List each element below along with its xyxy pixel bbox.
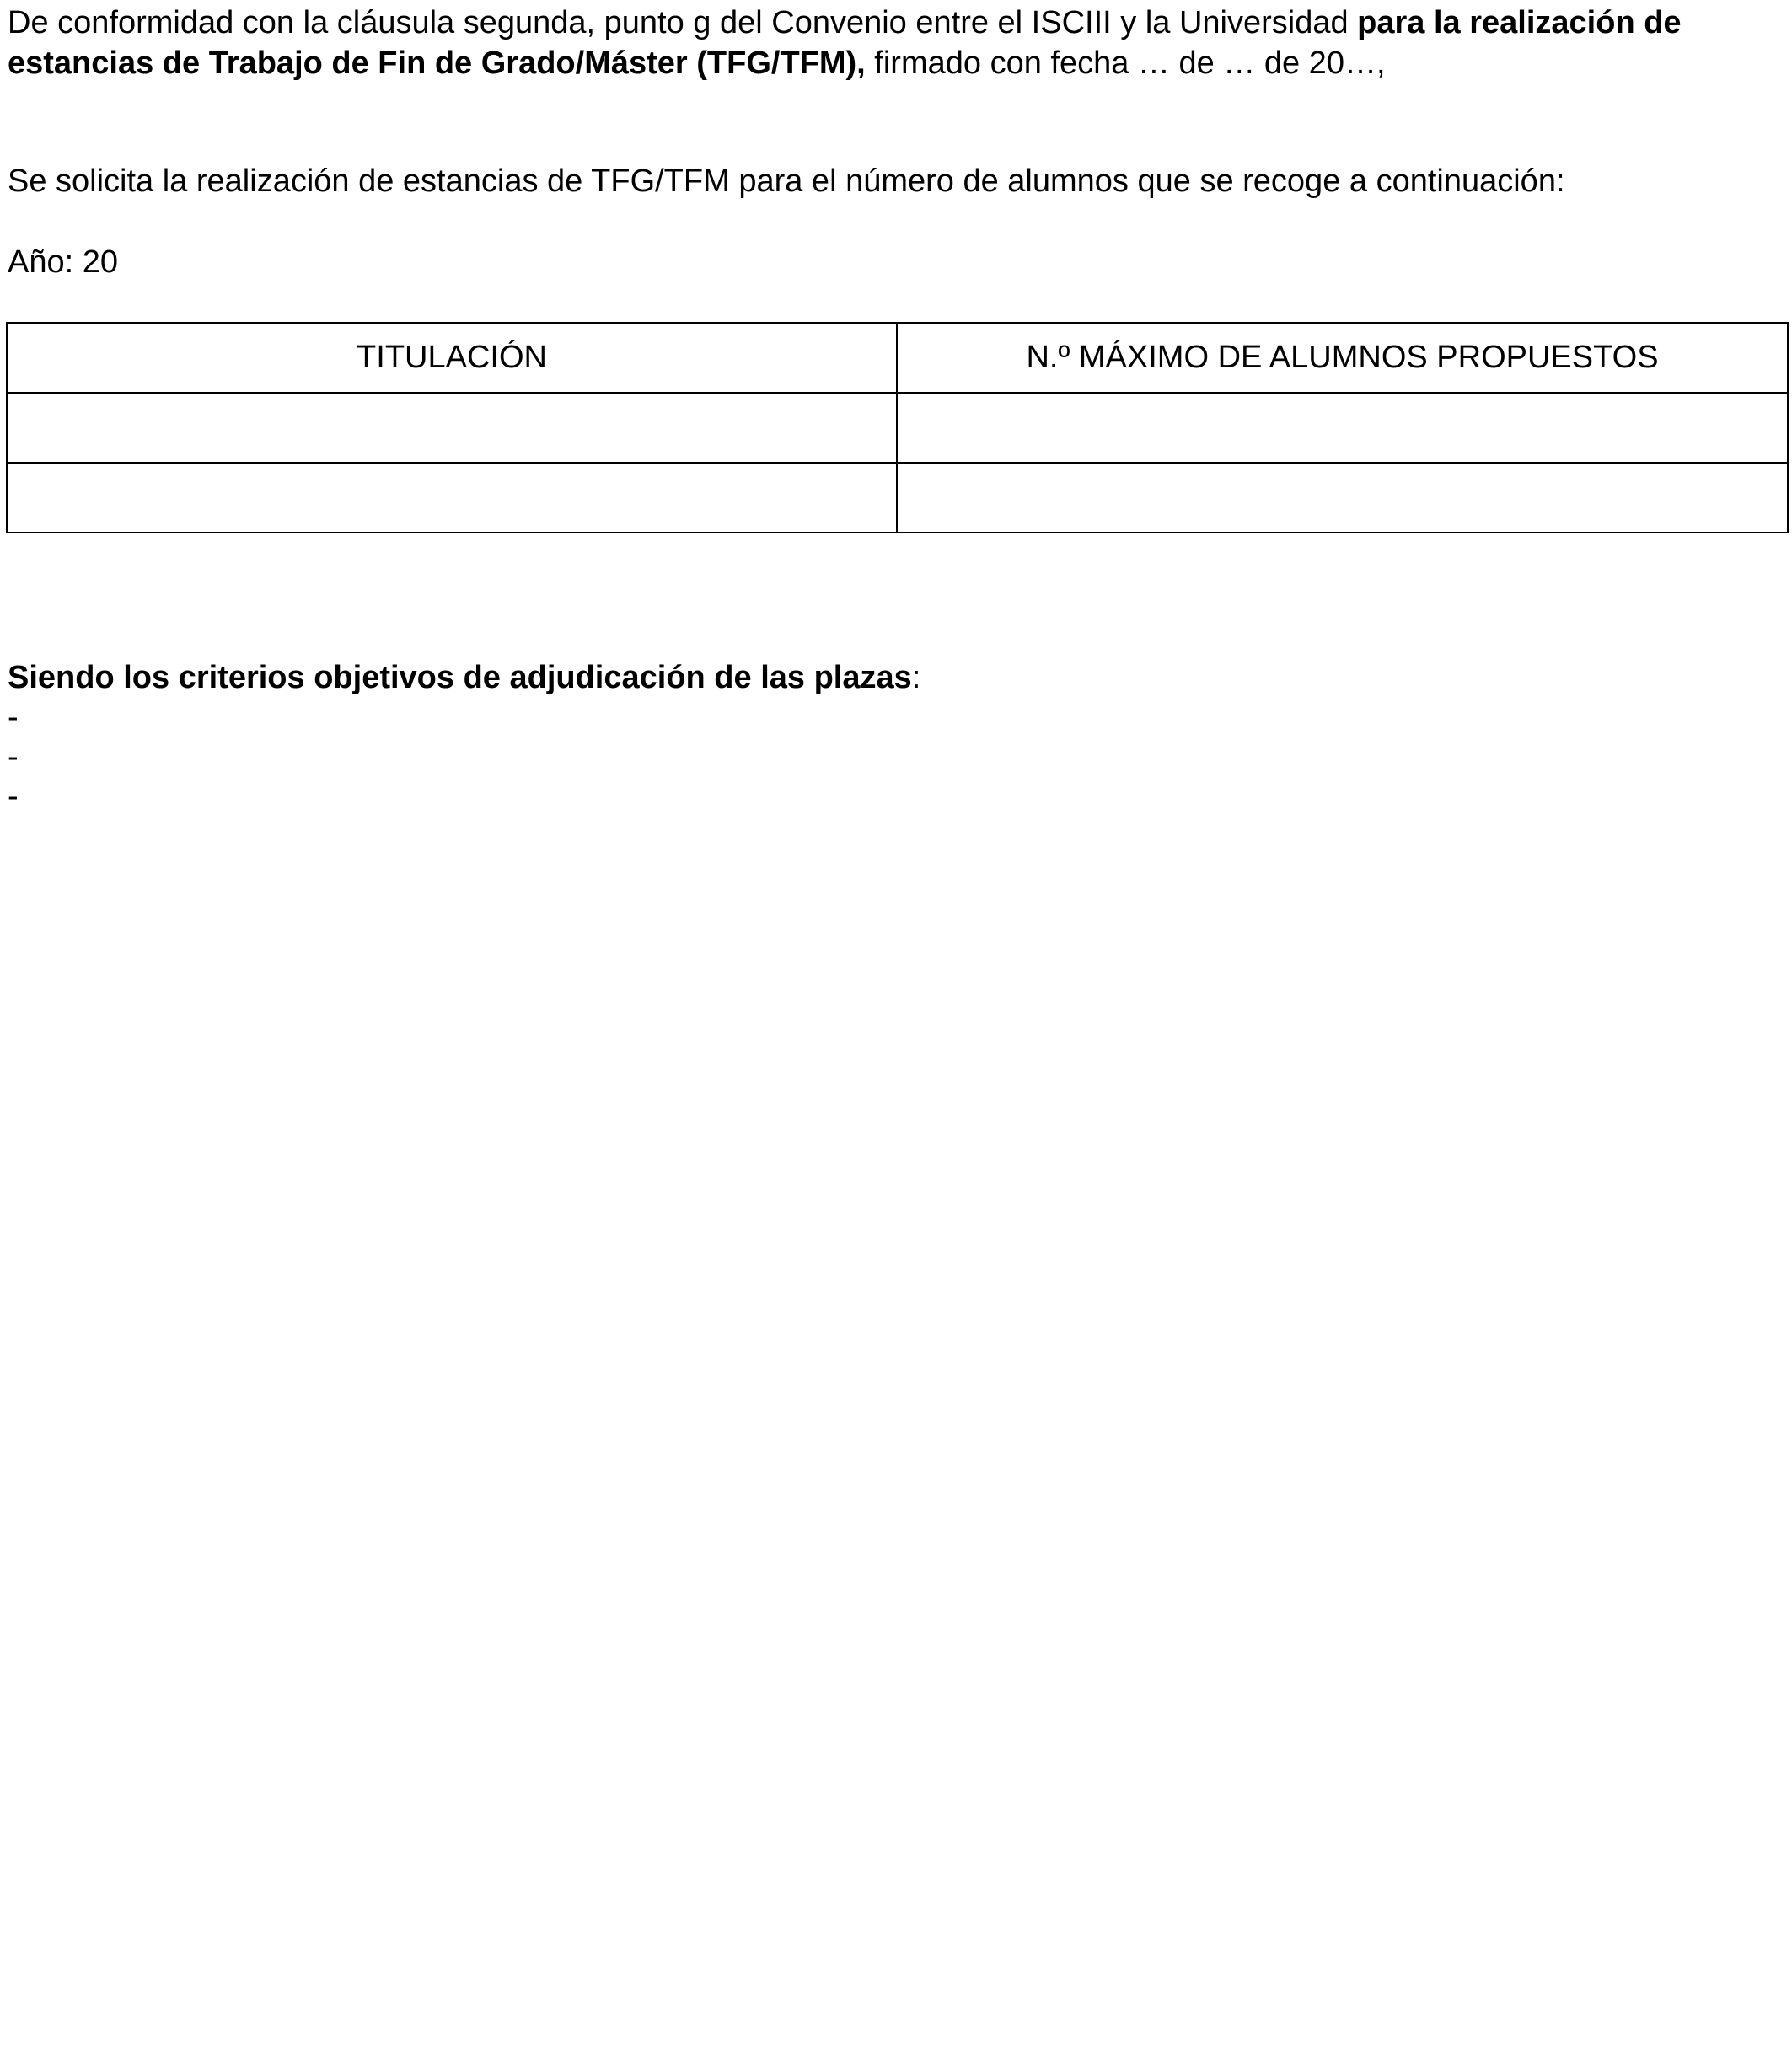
criteria-heading-bold: Siendo los criterios objetivos de adjudicación de las plazas [8, 660, 912, 695]
cell-max-alumnos[interactable] [897, 393, 1788, 463]
header-max-alumnos: N.º MÁXIMO DE ALUMNOS PROPUESTOS [897, 323, 1788, 393]
criteria-heading-colon: : [911, 660, 921, 695]
criteria-list [8, 698, 19, 817]
criteria-heading [8, 657, 920, 698]
table-header-row [7, 323, 1788, 393]
cell-titulacion[interactable] [7, 463, 897, 533]
cell-max-alumnos[interactable] [897, 463, 1788, 533]
header-titulacion: TITULACIÓN [7, 323, 897, 393]
intro-text-start: De conformidad con la cláusula segunda, punto g del Convenio entre el ISCIII y la Universidad [8, 5, 1358, 40]
request-paragraph: Se solicita la realización de estancias de TFG/TFM para el número de alumnos que se recoge a continuación: [8, 163, 1565, 199]
table-row [7, 393, 1788, 463]
table-row [7, 463, 1788, 533]
intro-text-bold: para la realización de estancias de Trabajo de Fin de Grado/Máster (TFG/TFM), [8, 5, 1682, 81]
list-item: - [8, 739, 19, 775]
list-item: - [8, 700, 19, 735]
cell-titulacion[interactable] [7, 393, 897, 463]
intro-paragraph [8, 3, 1786, 83]
intro-text-end: firmado con fecha … de … de 20…, [865, 46, 1386, 81]
year-label: Año: 20 [8, 244, 118, 280]
students-table [6, 322, 1789, 533]
list-item: - [8, 779, 19, 814]
